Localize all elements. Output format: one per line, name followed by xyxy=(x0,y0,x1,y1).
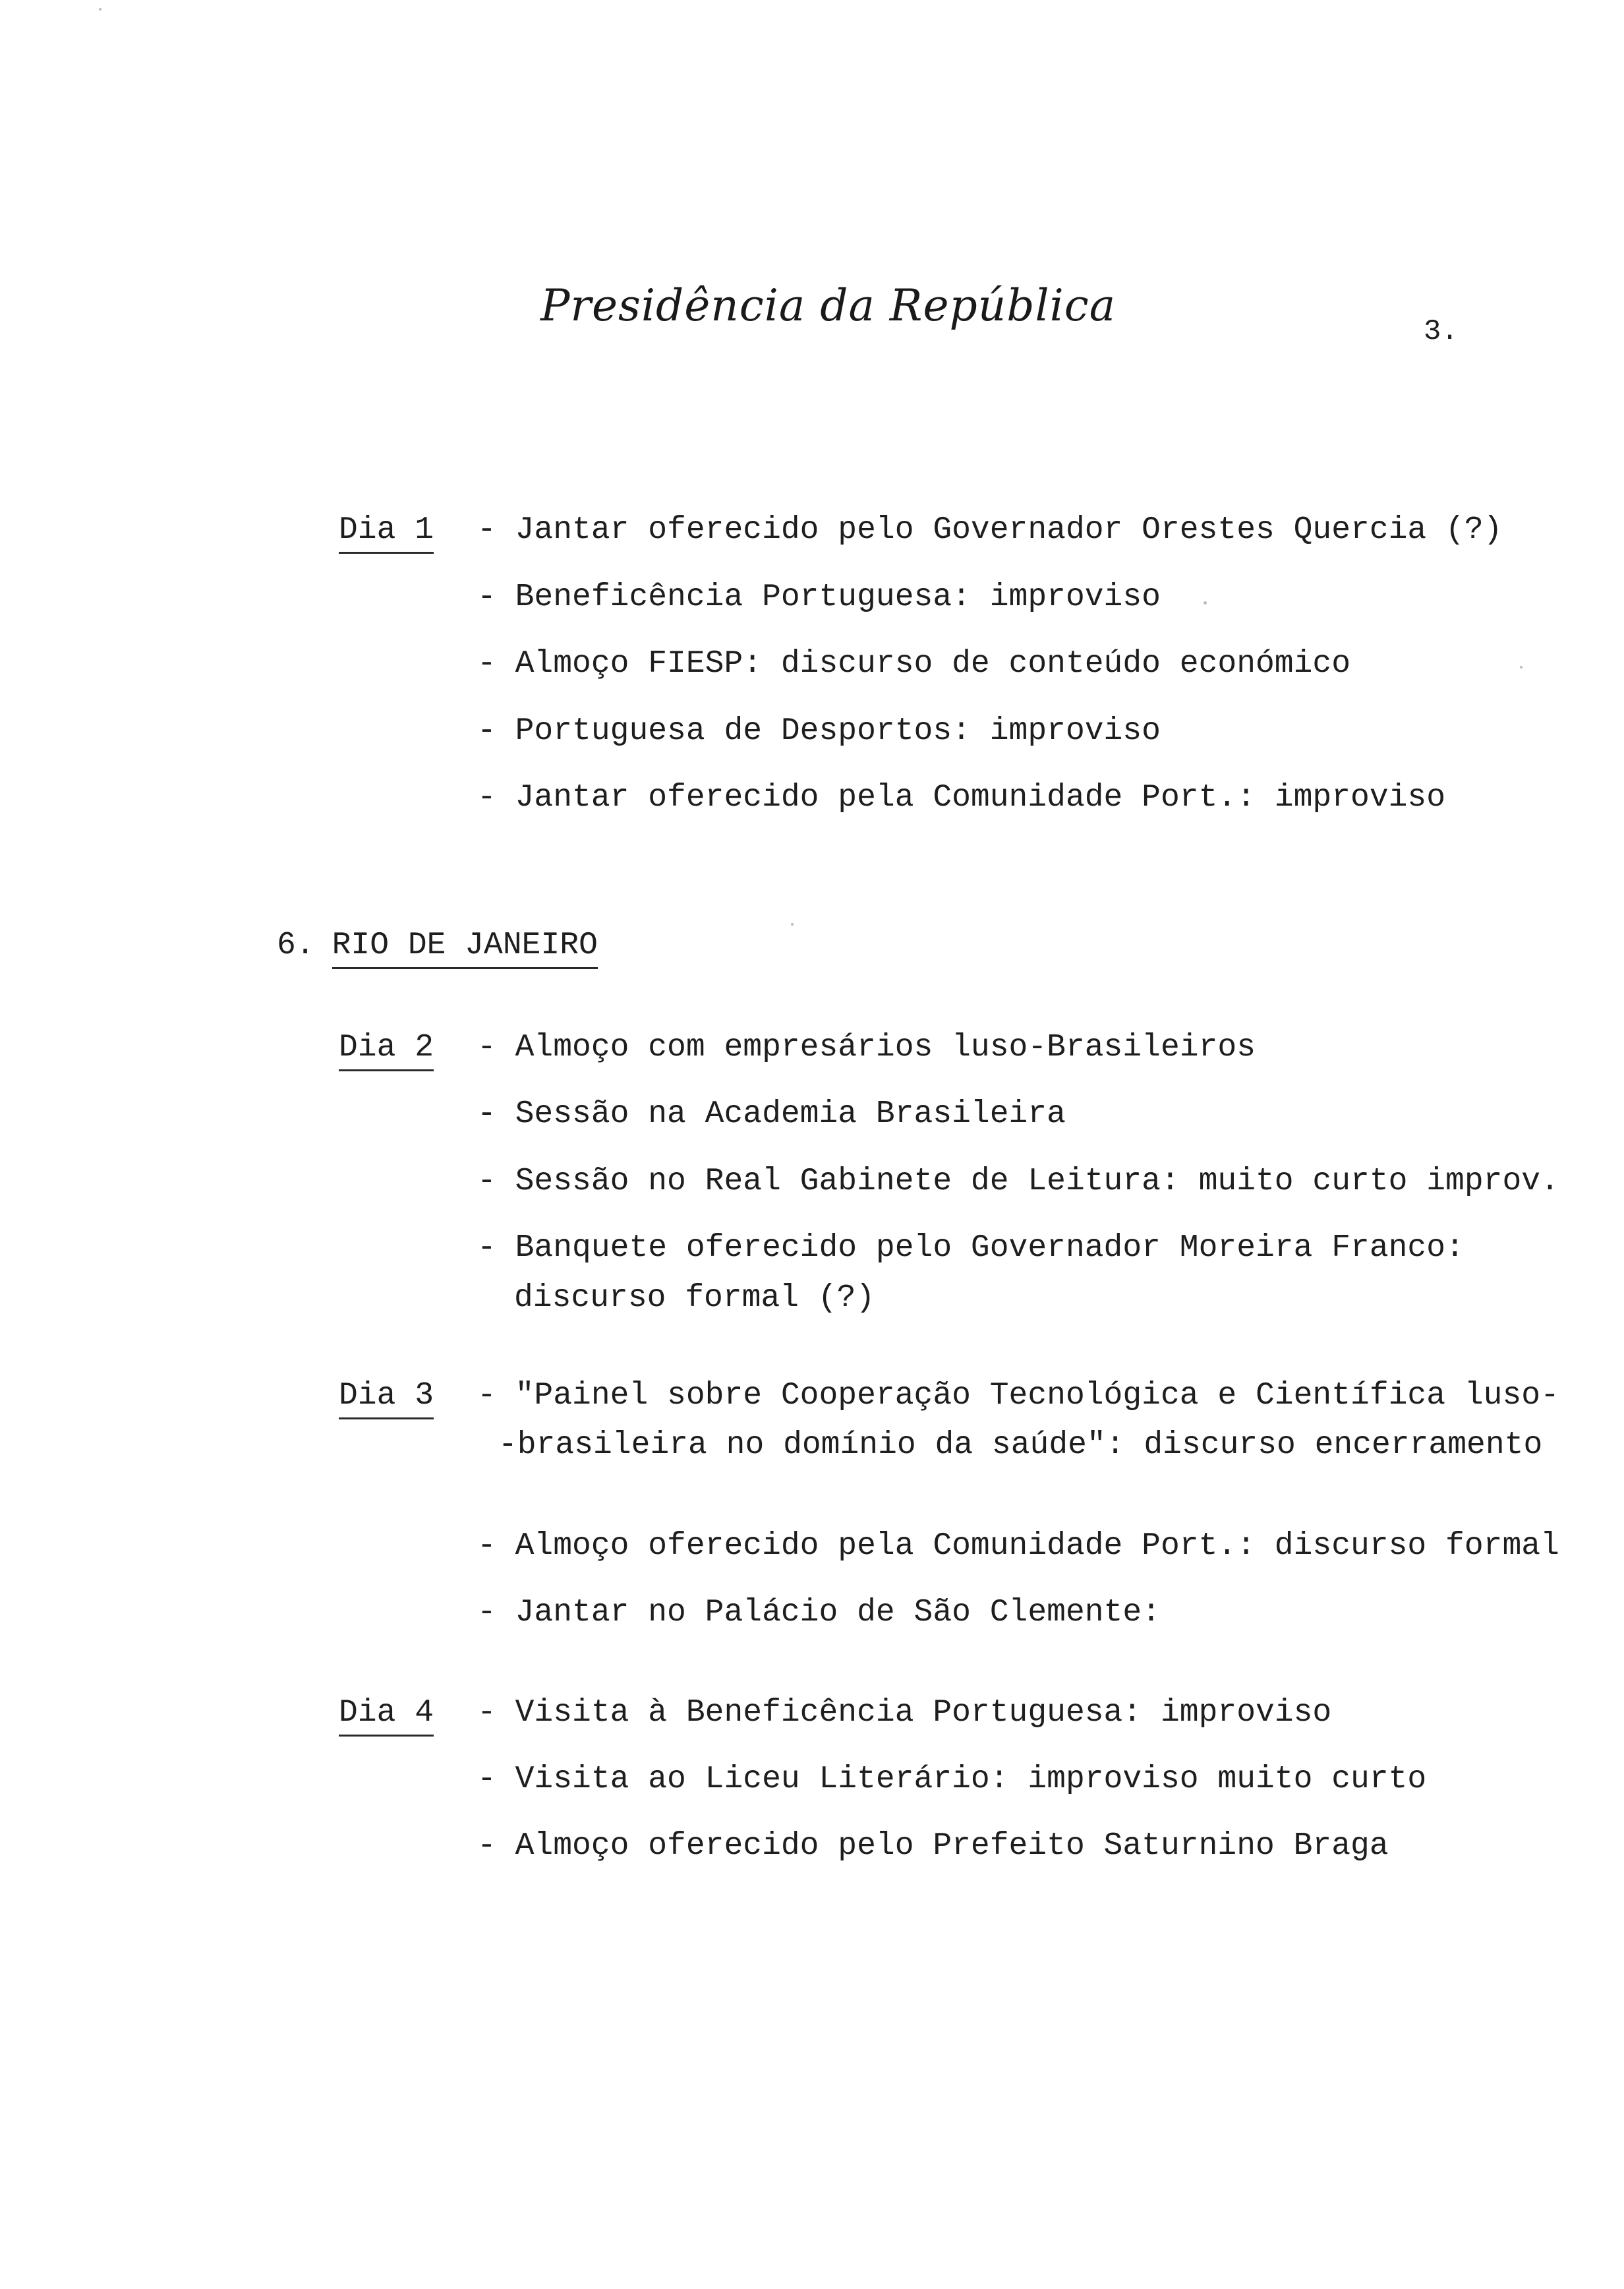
page-number: 3. xyxy=(1424,315,1459,348)
schedule-item-continuation: discurso formal (?) xyxy=(514,1280,875,1316)
scan-speck xyxy=(1520,666,1522,669)
schedule-item: - Banquete oferecido pelo Governador Moreira Franco: xyxy=(477,1230,1464,1266)
schedule-item-continuation: -brasileira no domínio da saúde": discurso encerramento xyxy=(498,1427,1543,1463)
scan-speck xyxy=(791,923,794,926)
schedule-item: - Jantar no Palácio de São Clemente: xyxy=(477,1595,1161,1630)
schedule-item: - "Painel sobre Cooperação Tecnológica e Científica luso- xyxy=(477,1378,1559,1413)
day-label-1: Dia 1 xyxy=(339,514,434,546)
schedule-item: - Portuguesa de Desportos: improviso xyxy=(477,713,1161,749)
scan-speck xyxy=(1204,601,1207,605)
schedule-item: - Sessão no Real Gabinete de Leitura: muito curto improv. xyxy=(477,1164,1559,1199)
schedule-item: - Beneficência Portuguesa: improviso xyxy=(477,580,1161,615)
schedule-item: - Almoço oferecido pelo Prefeito Saturnino Braga xyxy=(477,1828,1389,1864)
schedule-item: - Jantar oferecido pelo Governador Orestes Quercia (?) xyxy=(477,512,1503,548)
letterhead: Presidência da República xyxy=(540,280,1116,331)
schedule-item: - Almoço oferecido pela Comunidade Port.: discurso formal xyxy=(477,1528,1559,1564)
schedule-item: - Visita à Beneficência Portuguesa: improviso xyxy=(477,1695,1332,1731)
schedule-item: - Almoço com empresários luso-Brasileiros xyxy=(477,1030,1256,1065)
day-label-3: Dia 3 xyxy=(339,1380,434,1412)
section-title: RIO DE JANEIRO xyxy=(332,928,598,969)
schedule-item: - Visita ao Liceu Literário: improviso muito curto xyxy=(477,1762,1427,1797)
section-number: 6. xyxy=(277,928,315,963)
schedule-item: - Sessão na Academia Brasileira xyxy=(477,1096,1066,1132)
scan-speck xyxy=(99,8,102,11)
day-label-4: Dia 4 xyxy=(339,1697,434,1729)
section-heading xyxy=(277,930,598,961)
schedule-item: - Almoço FIESP: discurso de conteúdo económico xyxy=(477,646,1351,682)
schedule-item: - Jantar oferecido pela Comunidade Port.: improviso xyxy=(477,780,1446,816)
day-label-2: Dia 2 xyxy=(339,1032,434,1063)
